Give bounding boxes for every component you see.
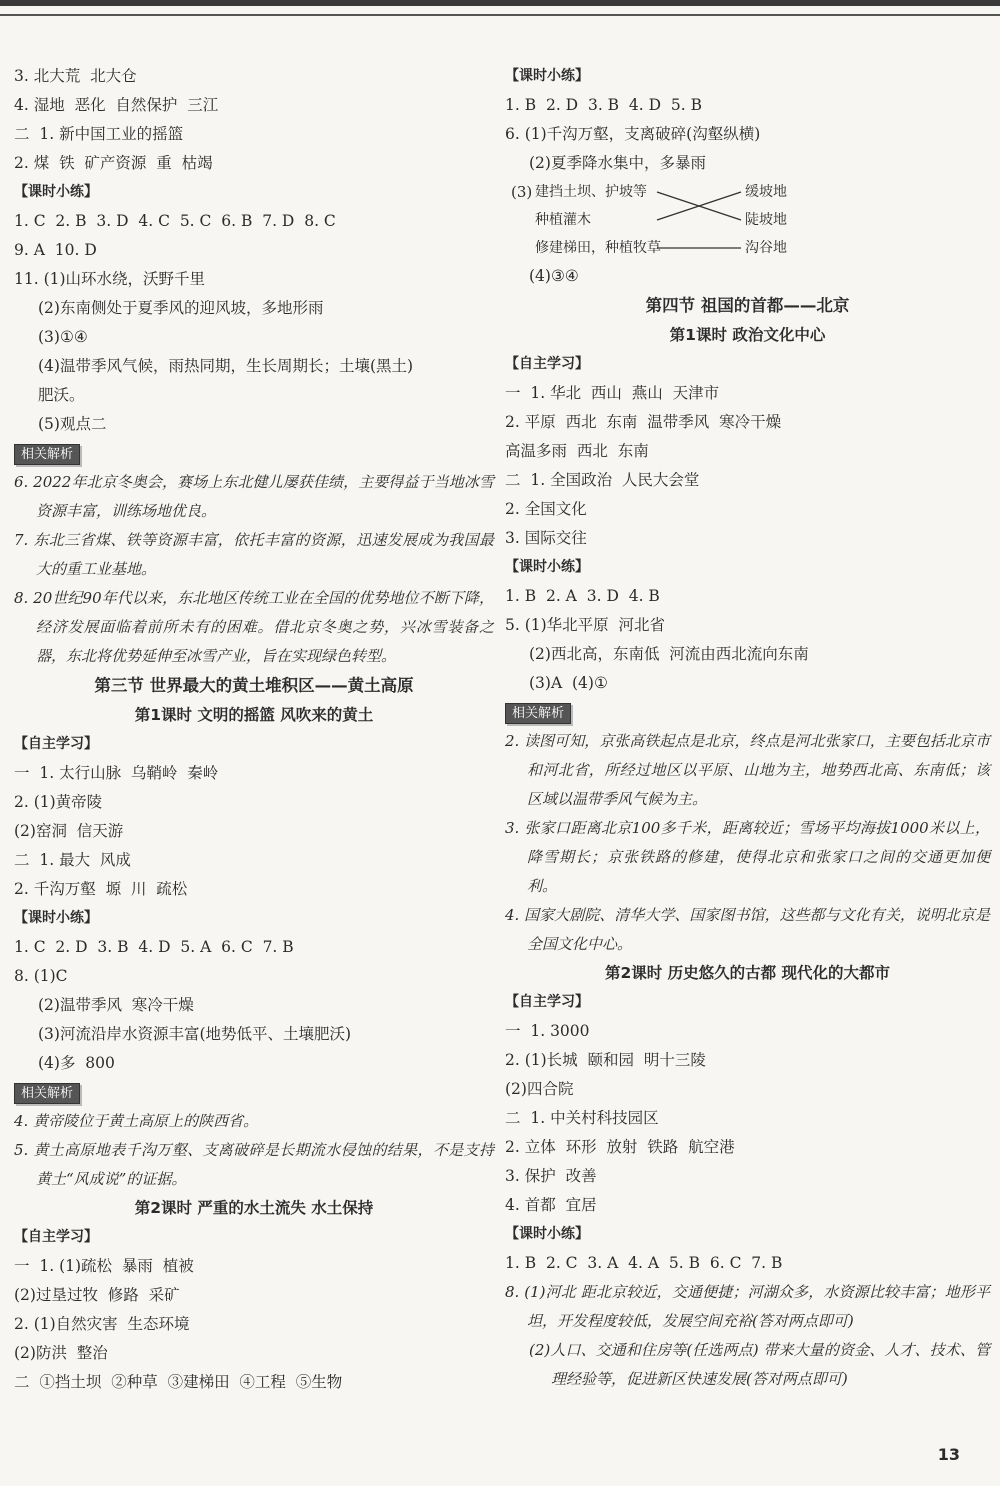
explanation-paragraph: 7. 东北三省煤、铁等资源丰富，依托丰富的资源，迅速发展成为我国最大的重工业基地。 [14, 531, 494, 578]
analysis-tag: 相关解析 [505, 703, 571, 724]
explanation-paragraph: 4. 黄帝陵位于黄土高原上的陕西省。 [14, 1112, 259, 1130]
analysis-tag: 相关解析 [14, 1083, 80, 1104]
answer-line: 3. 北大荒 北大仓 [14, 67, 137, 85]
answer-line: (3)A (4)① [529, 674, 608, 692]
match-left-list [535, 178, 675, 262]
lesson-heading: 第2课时 严重的水土流失 水土保持 [134, 1199, 374, 1217]
lesson-heading: 第1课时 文明的摇篮 风吹来的黄土 [134, 706, 374, 724]
answer-line: 肥沃。 [38, 386, 85, 404]
answer-line: 2. 立体 环形 放射 铁路 航空港 [505, 1138, 735, 1156]
answer-line: 1. B 2. C 3. A 4. A 5. B 6. C 7. B [505, 1254, 783, 1272]
section-label: 【自主学习】 [505, 994, 589, 1010]
section-label: 【课时小练】 [14, 184, 98, 200]
answer-line: 2. 煤 铁 矿产资源 重 枯竭 [14, 154, 213, 172]
answer-line: (4)多 800 [38, 1054, 115, 1072]
answer-line: 11. (1)山环水绕，沃野千里 [14, 270, 206, 288]
explanation-paragraph: 5. 黄土高原地表千沟万壑、支离破碎是长期流水侵蚀的结果，不是支持黄土“风成说”的证据。 [14, 1141, 494, 1188]
answer-line: (3)河流沿岸水资源丰富(地势低平、土壤肥沃) [38, 1025, 352, 1043]
answer-line: (5)观点二 [38, 415, 107, 433]
answer-line: (4)温带季风气候，雨热同期，生长周期长；土壤(黑土) [38, 357, 414, 375]
answer-line: 2. 平原 西北 东南 温带季风 寒冷干燥 [505, 413, 782, 431]
lesson-heading: 第1课时 政治文化中心 [669, 326, 826, 344]
answer-line: 一 1. 华北 西山 燕山 天津市 [505, 384, 720, 402]
section-label: 【自主学习】 [14, 736, 98, 752]
explanation-paragraph: (2)人口、交通和住房等(任选两点) 带来大量的资金、人才、技术、管理经验等，促进新区快速发展(答对两点即可) [529, 1341, 990, 1388]
answer-line: 3. 保护 改善 [505, 1167, 597, 1185]
answer-line: 二 1. 中关村科技园区 [505, 1109, 659, 1127]
analysis-tag-row [14, 1078, 494, 1107]
section-heading: 第四节 祖国的首都——北京 [645, 296, 850, 315]
explanation-paragraph: 3. 张家口距离北京100多千米，距离较近；雪场平均海拔1000米以上，降雪期长；京张铁路的修建，使得北京和张家口之间的交通更加便利。 [505, 819, 990, 895]
right-column-top [505, 62, 990, 178]
answer-line: 2. (1)自然灾害 生态环境 [14, 1315, 190, 1333]
match-right-item: 陡坡地 [745, 212, 787, 228]
match-left-item: 建挡土坝、护坡等 [535, 184, 647, 200]
answer-line: (4)③④ [529, 267, 579, 285]
section-label: 【自主学习】 [505, 356, 589, 372]
answer-line: 二 ①挡土坝 ②种草 ③建梯田 ④工程 ⑤生物 [14, 1373, 343, 1391]
answer-line: 二 1. 最大 风成 [14, 851, 131, 869]
answer-line: 一 1. 3000 [505, 1022, 590, 1040]
match-left-item: 种植灌木 [535, 212, 591, 228]
left-column [14, 62, 494, 1397]
explanation-paragraph: 2. 读图可知，京张高铁起点是北京，终点是河北张家口，主要包括北京市和河北省，所经过地区以平原、山地为主，地势西北高、东南低；该区域以温带季风气候为主。 [505, 732, 990, 808]
watermark-logo [782, 1398, 992, 1478]
match-right-list [745, 178, 835, 262]
lesson-heading: 第2课时 历史悠久的古都 现代化的大都市 [604, 964, 891, 982]
match-lines [655, 178, 745, 262]
answer-line: 二 1. 新中国工业的摇篮 [14, 125, 184, 143]
answer-line: 6. (1)千沟万壑，支离破碎(沟壑纵横) [505, 125, 761, 143]
answer-line: 8. (1)C [14, 967, 68, 985]
answer-line: 2. 千沟万壑 塬 川 疏松 [14, 880, 188, 898]
section-label: 【课时小练】 [505, 68, 589, 84]
explanation-paragraph: 8. (1)河北 距北京较近，交通便捷；河湖众多，水资源比较丰富；地形平坦，开发程度较低，发展空间充裕(答对两点即可) [505, 1283, 990, 1330]
explanation-paragraph: 6. 2022年北京冬奥会，赛场上东北健儿屡获佳绩，主要得益于当地冰雪资源丰富，训练场地优良。 [14, 473, 494, 520]
page-number: 13 [937, 1445, 960, 1464]
answer-line: 1. B 2. A 3. D 4. B [505, 587, 660, 605]
analysis-tag-row [14, 439, 494, 468]
answer-line: 一 1. 太行山脉 乌鞘岭 秦岭 [14, 764, 219, 782]
analysis-tag-row [505, 698, 990, 727]
answer-line: 二 1. 全国政治 人民大会堂 [505, 471, 700, 489]
explanation-paragraph: 4. 国家大剧院、清华大学、国家图书馆，这些都与文化有关，说明北京是全国文化中心。 [505, 906, 990, 953]
right-column [505, 62, 990, 1394]
section-label: 【课时小练】 [505, 559, 589, 575]
answer-line: 4. 首都 宜居 [505, 1196, 597, 1214]
answer-line: (2)窑洞 信天游 [14, 822, 124, 840]
answer-line: 2. (1)长城 颐和园 明十三陵 [505, 1051, 706, 1069]
answer-line: 1. C 2. D 3. B 4. D 5. A 6. C 7. B [14, 938, 294, 956]
section-heading: 第三节 世界最大的黄土堆积区——黄土高原 [94, 676, 414, 695]
answer-line: (2)东南侧处于夏季风的迎风坡，多地形雨 [38, 299, 324, 317]
answer-line: 2. (1)黄帝陵 [14, 793, 103, 811]
answer-line: 4. 湿地 恶化 自然保护 三江 [14, 96, 219, 114]
answer-line: 1. C 2. B 3. D 4. C 5. C 6. B 7. D 8. C [14, 212, 336, 230]
answer-line: 9. A 10. D [14, 241, 97, 259]
explanation-paragraph: 8. 20世纪90年代以来，东北地区传统工业在全国的优势地位不断下降，经济发展面临着前所未有的困难。借北京冬奥之势，兴冰雪装备之器，东北将优势延伸至冰雪产业，旨在实现绿色转型。 [14, 589, 494, 665]
answer-line: (3)①④ [38, 328, 88, 346]
answer-line: (2)温带季风 寒冷干燥 [38, 996, 194, 1014]
answer-line: (2)西北高，东南低 河流由西北流向东南 [529, 645, 809, 663]
answer-line: 一 1. (1)疏松 暴雨 植被 [14, 1257, 194, 1275]
analysis-tag: 相关解析 [14, 444, 80, 465]
match-right-item: 沟谷地 [745, 240, 787, 256]
answer-line: (2)四合院 [505, 1080, 574, 1098]
match-left-item: 修建梯田，种植牧草 [535, 240, 661, 256]
match-right-item: 缓坡地 [745, 184, 787, 200]
answer-line: 高温多雨 西北 东南 [505, 442, 649, 460]
answer-line: (2)防洪 整治 [14, 1344, 108, 1362]
answer-line: 1. B 2. D 3. B 4. D 5. B [505, 96, 703, 114]
section-label: 【课时小练】 [505, 1226, 589, 1242]
match-lead: (3) [511, 183, 533, 201]
section-label: 【自主学习】 [14, 1229, 98, 1245]
top-rule [0, 0, 1000, 16]
matching-diagram [505, 178, 990, 262]
answer-line: 2. 全国文化 [505, 500, 587, 518]
right-column-bottom [505, 262, 990, 1394]
answer-line: (2)过垦过牧 修路 采矿 [14, 1286, 180, 1304]
section-label: 【课时小练】 [14, 910, 98, 926]
answer-line: 5. (1)华北平原 河北省 [505, 616, 666, 634]
answer-line: 3. 国际交往 [505, 529, 587, 547]
answer-line: (2)夏季降水集中，多暴雨 [529, 154, 706, 172]
